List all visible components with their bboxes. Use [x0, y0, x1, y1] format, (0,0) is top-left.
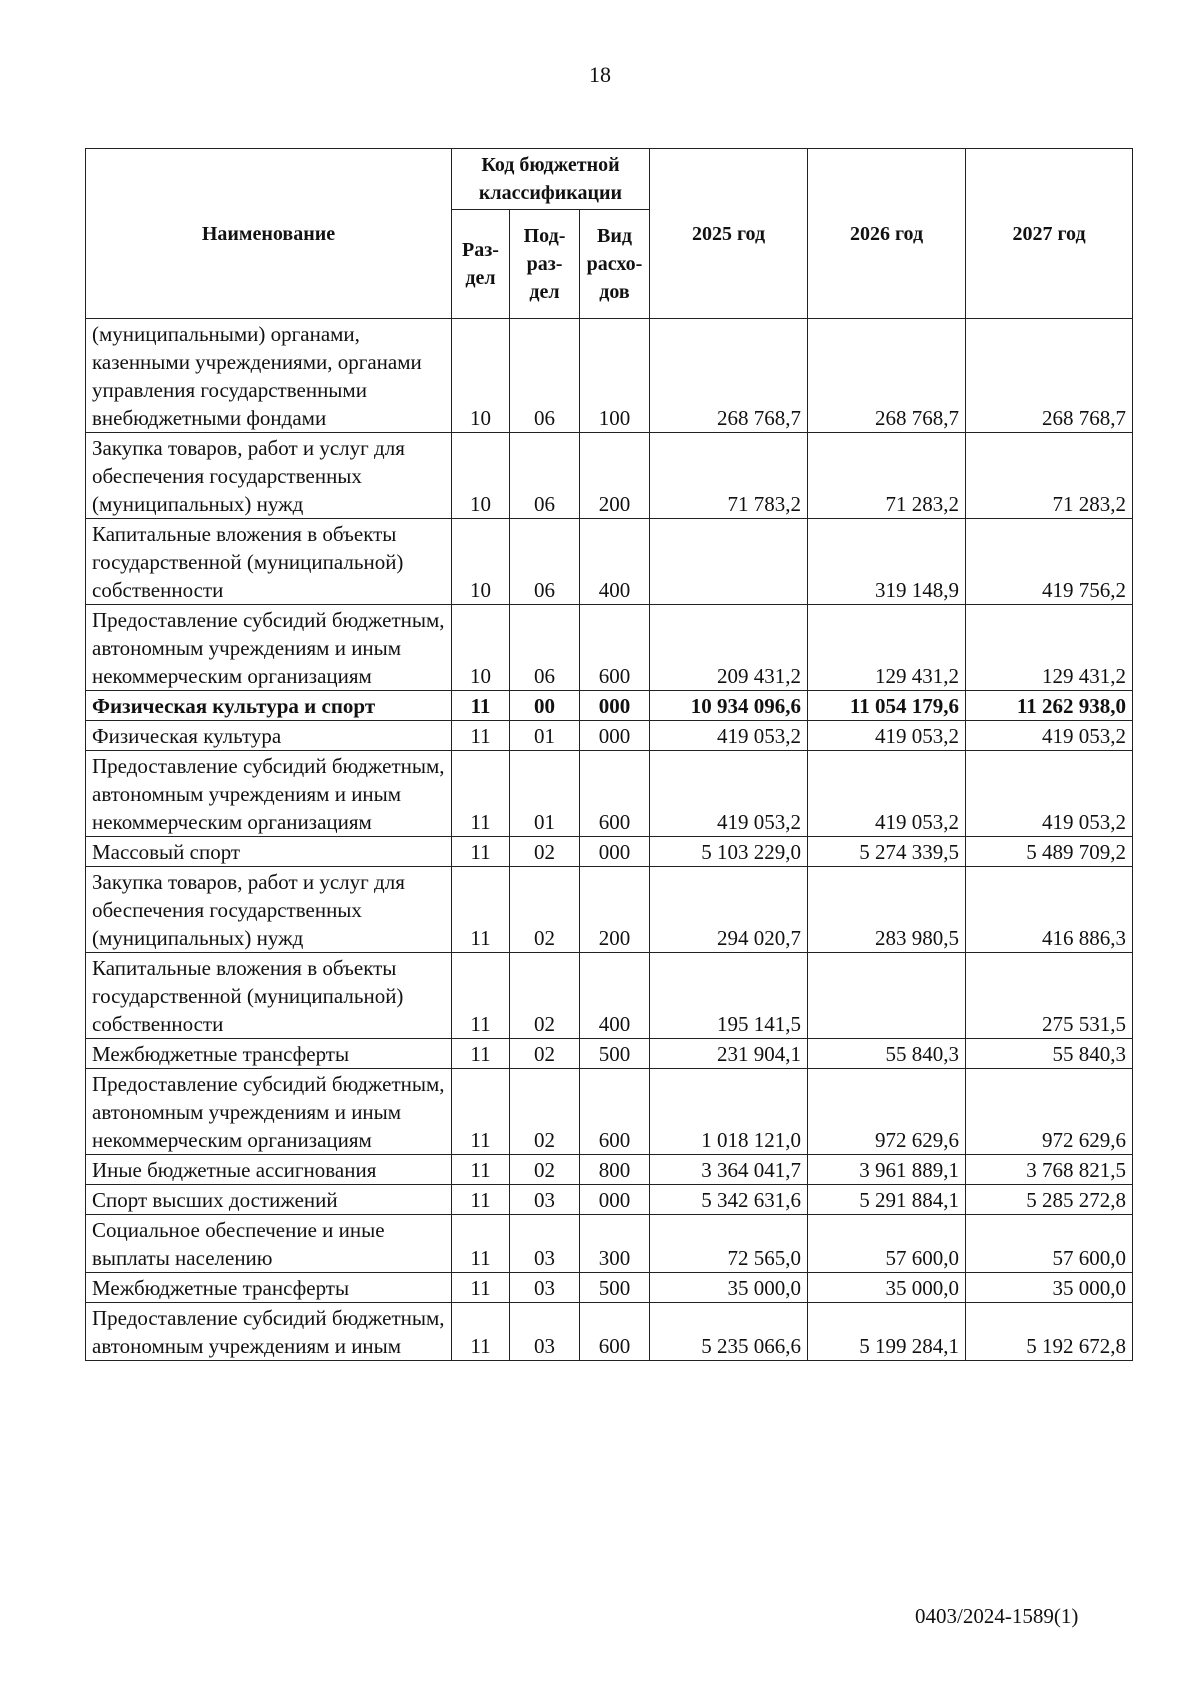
table-row — [86, 1155, 1133, 1185]
row-name: Межбюджетные трансферты — [86, 1039, 452, 1069]
row-amount-2027: 55 840,3 — [966, 1039, 1133, 1069]
row-amount-2025: 71 783,2 — [650, 433, 808, 519]
row-vid: 800 — [580, 1155, 650, 1185]
row-vid: 600 — [580, 751, 650, 837]
row-name: Спорт высших достижений — [86, 1185, 452, 1215]
row-amount-2026: 35 000,0 — [808, 1273, 966, 1303]
row-name: Физическая культура — [86, 721, 452, 751]
row-amount-2027: 57 600,0 — [966, 1215, 1133, 1273]
table-row — [86, 867, 1133, 953]
row-name: Предоставление субсидий бюджетным, автономным учреждениям и иным некоммерческим организациям — [86, 751, 452, 837]
row-name: Закупка товаров, работ и услуг для обеспечения государственных (муниципальных) нужд — [86, 433, 452, 519]
row-vid: 600 — [580, 1303, 650, 1361]
header-razdel: Раз-дел — [452, 210, 510, 319]
row-name: Социальное обеспечение и иные выплаты населению — [86, 1215, 452, 1273]
row-podrazdel: 03 — [510, 1185, 580, 1215]
row-razdel: 11 — [452, 1039, 510, 1069]
row-amount-2027: 416 886,3 — [966, 867, 1133, 953]
table-row — [86, 721, 1133, 751]
row-name: Капитальные вложения в объекты государственной (муниципальной) собственности — [86, 519, 452, 605]
page-number: 18 — [589, 62, 611, 87]
row-podrazdel: 02 — [510, 1039, 580, 1069]
row-amount-2025: 72 565,0 — [650, 1215, 808, 1273]
row-vid: 400 — [580, 519, 650, 605]
table-row — [86, 751, 1133, 837]
row-amount-2027: 972 629,6 — [966, 1069, 1133, 1155]
row-amount-2026: 57 600,0 — [808, 1215, 966, 1273]
row-name: Межбюджетные трансферты — [86, 1273, 452, 1303]
row-razdel: 11 — [452, 1215, 510, 1273]
row-razdel: 11 — [452, 1303, 510, 1361]
row-razdel: 11 — [452, 1273, 510, 1303]
row-amount-2025: 10 934 096,6 — [650, 691, 808, 721]
row-vid: 000 — [580, 721, 650, 751]
table-row — [86, 1303, 1133, 1361]
row-amount-2026: 972 629,6 — [808, 1069, 966, 1155]
row-amount-2026: 5 291 884,1 — [808, 1185, 966, 1215]
row-amount-2026: 71 283,2 — [808, 433, 966, 519]
row-razdel: 11 — [452, 1155, 510, 1185]
row-amount-2026: 55 840,3 — [808, 1039, 966, 1069]
row-amount-2027: 419 756,2 — [966, 519, 1133, 605]
row-name: Капитальные вложения в объекты государственной (муниципальной) собственности — [86, 953, 452, 1039]
row-amount-2027: 5 192 672,8 — [966, 1303, 1133, 1361]
header-2025: 2025 год — [650, 149, 808, 319]
row-amount-2026: 283 980,5 — [808, 867, 966, 953]
row-amount-2025: 1 018 121,0 — [650, 1069, 808, 1155]
row-amount-2027: 419 053,2 — [966, 721, 1133, 751]
header-vid: Вид расхо-дов — [580, 210, 650, 319]
header-code-group: Код бюджетной классификации — [452, 149, 650, 210]
table-row — [86, 953, 1133, 1039]
table-row — [86, 319, 1133, 433]
row-razdel: 11 — [452, 953, 510, 1039]
row-vid: 000 — [580, 1185, 650, 1215]
row-amount-2025: 35 000,0 — [650, 1273, 808, 1303]
row-podrazdel: 06 — [510, 433, 580, 519]
row-razdel: 11 — [452, 1069, 510, 1155]
table-row — [86, 1215, 1133, 1273]
row-vid: 400 — [580, 953, 650, 1039]
row-razdel: 11 — [452, 751, 510, 837]
row-amount-2027: 275 531,5 — [966, 953, 1133, 1039]
budget-table — [85, 148, 1133, 1361]
row-amount-2025 — [650, 519, 808, 605]
row-name: Иные бюджетные ассигнования — [86, 1155, 452, 1185]
row-podrazdel: 02 — [510, 1069, 580, 1155]
row-amount-2026: 268 768,7 — [808, 319, 966, 433]
row-amount-2026: 419 053,2 — [808, 721, 966, 751]
header-podrazdel: Под-раз-дел — [510, 210, 580, 319]
row-razdel: 10 — [452, 519, 510, 605]
header-row — [86, 149, 1133, 210]
row-vid: 100 — [580, 319, 650, 433]
row-podrazdel: 01 — [510, 751, 580, 837]
row-amount-2026: 5 274 339,5 — [808, 837, 966, 867]
table-body — [86, 319, 1133, 1361]
row-amount-2027: 5 285 272,8 — [966, 1185, 1133, 1215]
table-row — [86, 1069, 1133, 1155]
row-vid: 300 — [580, 1215, 650, 1273]
row-amount-2025: 3 364 041,7 — [650, 1155, 808, 1185]
row-podrazdel: 06 — [510, 319, 580, 433]
row-podrazdel: 01 — [510, 721, 580, 751]
row-amount-2025: 5 342 631,6 — [650, 1185, 808, 1215]
row-razdel: 11 — [452, 867, 510, 953]
row-name: Физическая культура и спорт — [86, 691, 452, 721]
header-2027: 2027 год — [966, 149, 1133, 319]
row-podrazdel: 06 — [510, 519, 580, 605]
row-razdel: 10 — [452, 605, 510, 691]
row-razdel: 10 — [452, 433, 510, 519]
row-amount-2026: 5 199 284,1 — [808, 1303, 966, 1361]
footer-document-code: 0403/2024-1589(1) — [915, 1604, 1079, 1628]
row-razdel: 11 — [452, 721, 510, 751]
row-vid: 000 — [580, 691, 650, 721]
row-name: Предоставление субсидий бюджетным, автономным учреждениям и иным некоммерческим организациям — [86, 1069, 452, 1155]
table-row — [86, 519, 1133, 605]
row-amount-2027: 11 262 938,0 — [966, 691, 1133, 721]
row-amount-2026: 3 961 889,1 — [808, 1155, 966, 1185]
row-amount-2027: 3 768 821,5 — [966, 1155, 1133, 1185]
row-vid: 500 — [580, 1273, 650, 1303]
row-amount-2025: 231 904,1 — [650, 1039, 808, 1069]
table-row — [86, 691, 1133, 721]
row-amount-2025: 5 235 066,6 — [650, 1303, 808, 1361]
row-amount-2025: 209 431,2 — [650, 605, 808, 691]
row-razdel: 11 — [452, 691, 510, 721]
row-vid: 600 — [580, 1069, 650, 1155]
row-amount-2026: 419 053,2 — [808, 751, 966, 837]
row-amount-2027: 268 768,7 — [966, 319, 1133, 433]
table-row — [86, 1039, 1133, 1069]
row-podrazdel: 00 — [510, 691, 580, 721]
row-amount-2027: 129 431,2 — [966, 605, 1133, 691]
row-podrazdel: 03 — [510, 1303, 580, 1361]
row-amount-2027: 35 000,0 — [966, 1273, 1133, 1303]
row-amount-2025: 268 768,7 — [650, 319, 808, 433]
table-row — [86, 605, 1133, 691]
row-amount-2025: 419 053,2 — [650, 721, 808, 751]
row-amount-2027: 71 283,2 — [966, 433, 1133, 519]
row-name: Предоставление субсидий бюджетным, автономным учреждениям и иным некоммерческим организациям — [86, 605, 452, 691]
row-amount-2027: 419 053,2 — [966, 751, 1133, 837]
row-razdel: 10 — [452, 319, 510, 433]
row-amount-2026: 11 054 179,6 — [808, 691, 966, 721]
row-podrazdel: 06 — [510, 605, 580, 691]
row-podrazdel: 02 — [510, 953, 580, 1039]
table-row — [86, 433, 1133, 519]
row-podrazdel: 02 — [510, 867, 580, 953]
row-amount-2025: 294 020,7 — [650, 867, 808, 953]
row-razdel: 11 — [452, 1185, 510, 1215]
row-amount-2025: 5 103 229,0 — [650, 837, 808, 867]
row-podrazdel: 02 — [510, 837, 580, 867]
table-row — [86, 1273, 1133, 1303]
row-podrazdel: 03 — [510, 1273, 580, 1303]
row-vid: 000 — [580, 837, 650, 867]
row-name: Массовый спорт — [86, 837, 452, 867]
row-vid: 500 — [580, 1039, 650, 1069]
row-amount-2025: 195 141,5 — [650, 953, 808, 1039]
table-row — [86, 1185, 1133, 1215]
row-name: Предоставление субсидий бюджетным, автономным учреждениям и иным — [86, 1303, 452, 1361]
row-vid: 200 — [580, 867, 650, 953]
row-vid: 600 — [580, 605, 650, 691]
header-2026: 2026 год — [808, 149, 966, 319]
row-vid: 200 — [580, 433, 650, 519]
table-row — [86, 837, 1133, 867]
row-amount-2026: 129 431,2 — [808, 605, 966, 691]
row-amount-2025: 419 053,2 — [650, 751, 808, 837]
row-podrazdel: 03 — [510, 1215, 580, 1273]
row-name: Закупка товаров, работ и услуг для обеспечения государственных (муниципальных) нужд — [86, 867, 452, 953]
row-amount-2026: 319 148,9 — [808, 519, 966, 605]
row-amount-2026 — [808, 953, 966, 1039]
row-name: (муниципальными) органами, казенными учреждениями, органами управления государственными внебюджетными фондами — [86, 319, 452, 433]
header-name: Наименование — [86, 149, 452, 319]
row-amount-2027: 5 489 709,2 — [966, 837, 1133, 867]
row-podrazdel: 02 — [510, 1155, 580, 1185]
row-razdel: 11 — [452, 837, 510, 867]
